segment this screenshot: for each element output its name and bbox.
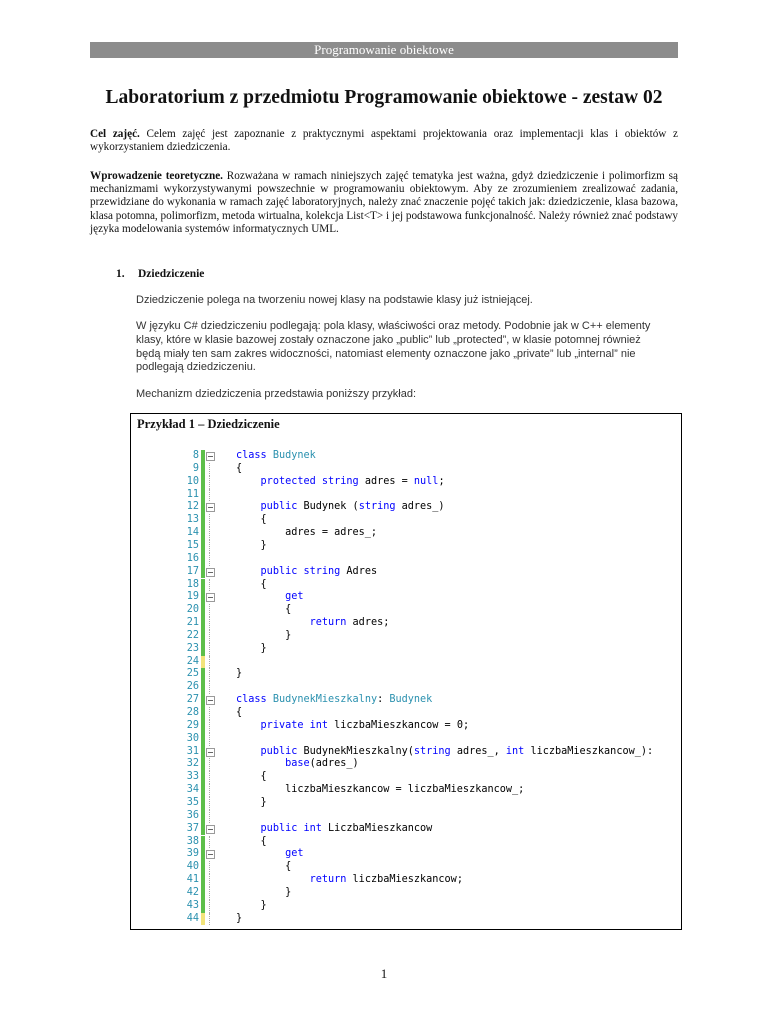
collapse-icon[interactable] [206, 568, 215, 577]
change-marker-saved [201, 900, 205, 913]
code-line [131, 913, 681, 926]
code-text [236, 579, 267, 592]
code-line [131, 823, 681, 836]
code-token: BudynekMieszkalny( [303, 745, 414, 757]
running-header: Programowanie obiektowe [90, 42, 678, 58]
code-token: { [236, 835, 267, 847]
code-line [131, 540, 681, 553]
code-line [131, 848, 681, 861]
code-text [236, 527, 377, 540]
change-marker-saved [201, 784, 205, 797]
collapse-icon[interactable] [206, 748, 215, 757]
code-token: } [236, 796, 267, 808]
code-text [236, 758, 359, 771]
code-token [236, 566, 261, 577]
code-token: } [236, 642, 267, 654]
line-number: 27 [186, 694, 199, 706]
code-token [236, 591, 285, 602]
outline-guide [209, 540, 211, 553]
change-marker-saved [201, 489, 205, 502]
code-keyword: base [285, 758, 310, 770]
line-number: 28 [186, 707, 199, 718]
code-line [131, 476, 681, 489]
line-number: 29 [186, 719, 199, 731]
line-number: 16 [186, 552, 199, 564]
code-line [131, 771, 681, 784]
code-token: } [236, 668, 243, 680]
code-type-name: Budynek [389, 694, 433, 706]
change-marker-saved [201, 810, 205, 823]
code-keyword: string [413, 745, 457, 757]
outline-guide [209, 527, 211, 540]
outline-guide [209, 553, 211, 566]
line-number: 14 [186, 527, 199, 539]
code-text [236, 913, 242, 926]
code-keyword: private int [260, 719, 335, 731]
line-number: 25 [186, 668, 199, 680]
code-line [131, 874, 681, 887]
code-keyword: return [309, 874, 353, 886]
code-text [236, 514, 267, 527]
line-number: 38 [186, 835, 199, 847]
code-text [236, 874, 463, 887]
code-token [236, 746, 261, 757]
change-marker-saved [201, 501, 205, 514]
code-text [236, 707, 242, 720]
code-text [236, 643, 267, 656]
line-number: 37 [186, 822, 199, 834]
code-token: adres = adres_; [236, 527, 378, 539]
code-text [236, 720, 469, 733]
outline-guide [209, 771, 211, 784]
change-marker-saved [201, 566, 205, 579]
line-number: 26 [186, 681, 199, 693]
change-marker-saved [201, 720, 205, 733]
code-line [131, 784, 681, 797]
code-line [131, 579, 681, 592]
change-marker-saved [201, 604, 205, 617]
line-number: 39 [186, 848, 199, 860]
code-line [131, 591, 681, 604]
change-marker-saved [201, 848, 205, 861]
change-marker-saved [201, 463, 205, 476]
code-token [236, 823, 261, 834]
code-token: { [236, 514, 267, 526]
code-line [131, 797, 681, 810]
goal-paragraph [90, 128, 678, 154]
code-text [236, 476, 445, 489]
outline-guide [209, 720, 211, 733]
code-token [236, 874, 310, 885]
outline-guide [209, 861, 211, 874]
code-text [236, 848, 303, 861]
code-line [131, 720, 681, 733]
section-number: 1. [116, 268, 125, 280]
collapse-icon[interactable] [206, 593, 215, 602]
outline-guide [209, 643, 211, 656]
line-number: 40 [186, 861, 199, 873]
code-text [236, 836, 267, 849]
change-marker-saved [201, 758, 205, 771]
outline-guide [209, 900, 211, 913]
goal-label: Cel zajęć. [90, 128, 140, 140]
change-marker-unsaved [201, 656, 205, 669]
outline-guide [209, 707, 211, 720]
line-number: 9 [192, 462, 199, 474]
outline-guide [209, 463, 211, 476]
change-marker-unsaved [201, 913, 205, 926]
line-number: 36 [186, 809, 199, 821]
code-line [131, 656, 681, 669]
code-text [236, 694, 432, 707]
line-number: 24 [186, 655, 199, 667]
code-token: (adres_) [309, 758, 359, 770]
line-number: 30 [186, 732, 199, 744]
code-text [236, 566, 377, 579]
change-marker-saved [201, 694, 205, 707]
line-number: 34 [186, 784, 199, 796]
code-token: : [377, 694, 390, 706]
code-token: { [236, 771, 267, 783]
line-number: 20 [186, 604, 199, 616]
code-line [131, 681, 681, 694]
code-type-name: BudynekMieszkalny [272, 694, 378, 706]
code-keyword: public int [260, 822, 329, 834]
line-number: 21 [186, 617, 199, 629]
code-text [236, 900, 267, 913]
line-number: 22 [186, 629, 199, 641]
line-number: 41 [186, 874, 199, 886]
code-token: } [236, 539, 267, 551]
code-token: } [236, 629, 292, 641]
code-token: Budynek ( [303, 501, 359, 513]
outline-guide [209, 836, 211, 849]
code-keyword: int [505, 745, 531, 757]
code-line [131, 861, 681, 874]
change-marker-saved [201, 771, 205, 784]
code-line [131, 810, 681, 823]
section-paragraph-2: W języku C# dziedziczeniu podlegają: pola klasy, właściwości oraz metody. Podobnie jak w C++ elementy klasy, które w klasie bazowej zostały oznaczone jako „public” lub „protected”, w klasie potomnej również będą miały ten sam zakres widoczności, natomiast elementy oznaczone jako „private” lub „internal” nie podlegają dziedziczeniu. [136, 320, 651, 374]
code-token: ; [438, 475, 445, 487]
change-marker-saved [201, 887, 205, 900]
document-title: Laboratorium z przedmiotu Programowanie obiektowe - zestaw 02 [105, 87, 663, 108]
code-line [131, 630, 681, 643]
code-token: adres = [364, 475, 414, 487]
line-number: 33 [186, 771, 199, 783]
outline-guide [209, 579, 211, 592]
code-token: adres; [352, 617, 390, 629]
line-number: 19 [186, 591, 199, 603]
code-line [131, 566, 681, 579]
line-number: 35 [186, 796, 199, 808]
code-line [131, 668, 681, 681]
collapse-icon[interactable] [206, 452, 215, 461]
code-text [236, 630, 291, 643]
outline-guide [209, 797, 211, 810]
code-line [131, 450, 681, 463]
line-number: 8 [192, 450, 199, 461]
code-keyword: class [236, 450, 273, 461]
code-token: adres_, [456, 745, 506, 757]
outline-guide [209, 630, 211, 643]
outline-guide [209, 668, 211, 681]
code-type-name: Budynek [272, 450, 316, 461]
page-number: 1 [380, 966, 388, 981]
code-text [236, 450, 316, 463]
code-token: { [236, 462, 243, 474]
code-line [131, 489, 681, 502]
code-text [236, 823, 432, 836]
change-marker-saved [201, 450, 205, 463]
section-title: Dziedziczenie [138, 268, 205, 280]
section-paragraph-1: Dziedziczenie polega na tworzeniu nowej klasy na podstawie klasy już istniejącej. [136, 294, 533, 306]
line-number: 11 [186, 488, 199, 500]
code-line [131, 501, 681, 514]
change-marker-saved [201, 707, 205, 720]
outline-guide [209, 514, 211, 527]
code-text [236, 463, 242, 476]
code-token: Adres [346, 565, 378, 577]
code-line [131, 746, 681, 759]
code-keyword: public [260, 745, 304, 757]
code-keyword: null [413, 475, 439, 487]
change-marker-saved [201, 617, 205, 630]
intro-text: Rozważana w ramach niniejszych zajęć tematyka jest ważna, gdyż dziedziczenie i polimorfizm są mechanizmami wykorzystywanymi powszechnie w programowaniu obiektowym. Aby ze zrozumieniem zrealizować zadania, przewidziane do wykonania w ramach zajęć laboratoryjnych, należy znać znaczenie pojęć takich jak: dziedziczenie, klasa bazowa, klasa potomna, polimorfizm, metoda wirtualna, kolekcja List<T> i jej podstawowa funkcjonalność. Należy również znać podstawy języka modelowania systemów informatycznych UML. [90, 170, 678, 235]
code-keyword: return [309, 617, 353, 629]
code-text [236, 784, 524, 797]
outline-guide [209, 604, 211, 617]
code-token: { [236, 861, 292, 873]
code-token: LiczbaMieszkancow [328, 822, 433, 834]
code-text [236, 746, 653, 759]
code-text [236, 617, 389, 630]
code-line [131, 617, 681, 630]
collapse-icon[interactable] [206, 696, 215, 705]
change-marker-saved [201, 579, 205, 592]
code-token: } [236, 899, 267, 911]
change-marker-saved [201, 591, 205, 604]
example-box [130, 413, 682, 930]
code-token: } [236, 886, 292, 898]
code-line [131, 836, 681, 849]
code-text [236, 668, 242, 681]
code-text [236, 501, 445, 514]
change-marker-saved [201, 553, 205, 566]
line-number: 42 [186, 886, 199, 898]
collapse-icon[interactable] [206, 825, 215, 834]
code-line [131, 733, 681, 746]
outline-guide [209, 617, 211, 630]
line-number: 10 [186, 475, 199, 487]
collapse-icon[interactable] [206, 850, 215, 859]
code-token: liczbaMieszkancow_): [530, 745, 654, 757]
change-marker-saved [201, 746, 205, 759]
code-line [131, 900, 681, 913]
change-marker-saved [201, 681, 205, 694]
code-token [236, 720, 261, 731]
line-number: 23 [186, 642, 199, 654]
change-marker-saved [201, 630, 205, 643]
code-token: } [236, 912, 243, 924]
line-number: 31 [186, 745, 199, 757]
code-keyword: get [285, 848, 304, 860]
line-number: 13 [186, 514, 199, 526]
line-number: 15 [186, 539, 199, 551]
outline-guide [209, 489, 211, 502]
outline-guide [209, 810, 211, 823]
code-text [236, 540, 267, 553]
intro-label: Wprowadzenie teoretyczne. [90, 170, 223, 182]
line-number: 44 [186, 912, 199, 924]
line-number: 12 [186, 501, 199, 513]
code-token: liczbaMieszkancow; [352, 874, 463, 886]
section-paragraph-3: Mechanizm dziedziczenia przedstawia poniższy przykład: [136, 388, 417, 400]
code-token [236, 758, 285, 769]
code-text [236, 797, 267, 810]
code-token [236, 501, 261, 512]
change-marker-saved [201, 527, 205, 540]
change-marker-saved [201, 668, 205, 681]
change-marker-saved [201, 733, 205, 746]
code-text [236, 771, 267, 784]
line-number: 32 [186, 758, 199, 770]
outline-guide [209, 784, 211, 797]
goal-text: Celem zajęć jest zapoznanie z praktycznymi aspektami projektowania oraz implementacji klas i obiektów z wykorzystaniem dziedziczenia. [90, 128, 679, 154]
code-line [131, 758, 681, 771]
code-text [236, 861, 291, 874]
outline-guide [209, 733, 211, 746]
code-token: liczbaMieszkancow = 0; [334, 719, 470, 731]
change-marker-saved [201, 836, 205, 849]
code-line [131, 643, 681, 656]
change-marker-saved [201, 874, 205, 887]
section-heading [116, 268, 204, 280]
outline-guide [209, 874, 211, 887]
outline-guide [209, 681, 211, 694]
outline-guide [209, 758, 211, 771]
change-marker-saved [201, 514, 205, 527]
collapse-icon[interactable] [206, 503, 215, 512]
code-text [236, 591, 303, 604]
code-keyword: get [285, 591, 304, 603]
change-marker-saved [201, 797, 205, 810]
code-token: liczbaMieszkancow = liczbaMieszkancow_; [236, 784, 525, 796]
code-token [236, 476, 261, 487]
code-line [131, 514, 681, 527]
code-keyword: public [260, 501, 304, 513]
change-marker-saved [201, 823, 205, 836]
line-number: 17 [186, 565, 199, 577]
outline-guide [209, 476, 211, 489]
code-text [236, 604, 291, 617]
code-token: { [236, 604, 292, 616]
code-token [236, 617, 310, 628]
code-token: { [236, 578, 267, 590]
change-marker-saved [201, 643, 205, 656]
code-token: { [236, 707, 243, 718]
change-marker-saved [201, 476, 205, 489]
change-marker-saved [201, 540, 205, 553]
outline-guide [209, 887, 211, 900]
code-keyword: string [358, 501, 402, 513]
code-keyword: protected string [260, 475, 365, 487]
change-marker-saved [201, 861, 205, 874]
code-keyword: public string [260, 565, 347, 577]
code-token: adres_) [401, 501, 445, 513]
code-keyword: class [236, 694, 273, 706]
code-line [131, 707, 681, 720]
code-line [131, 553, 681, 566]
code-line [131, 604, 681, 617]
code-line [131, 887, 681, 900]
intro-paragraph [90, 170, 678, 236]
code-text [236, 887, 291, 900]
outline-guide [209, 913, 211, 926]
line-number: 18 [186, 578, 199, 590]
code-line [131, 463, 681, 476]
code-line [131, 527, 681, 540]
code-token [236, 848, 285, 859]
line-number: 43 [186, 899, 199, 911]
code-line [131, 694, 681, 707]
outline-guide [209, 656, 211, 669]
example-title: Przykład 1 – Dziedziczenie [137, 417, 280, 431]
